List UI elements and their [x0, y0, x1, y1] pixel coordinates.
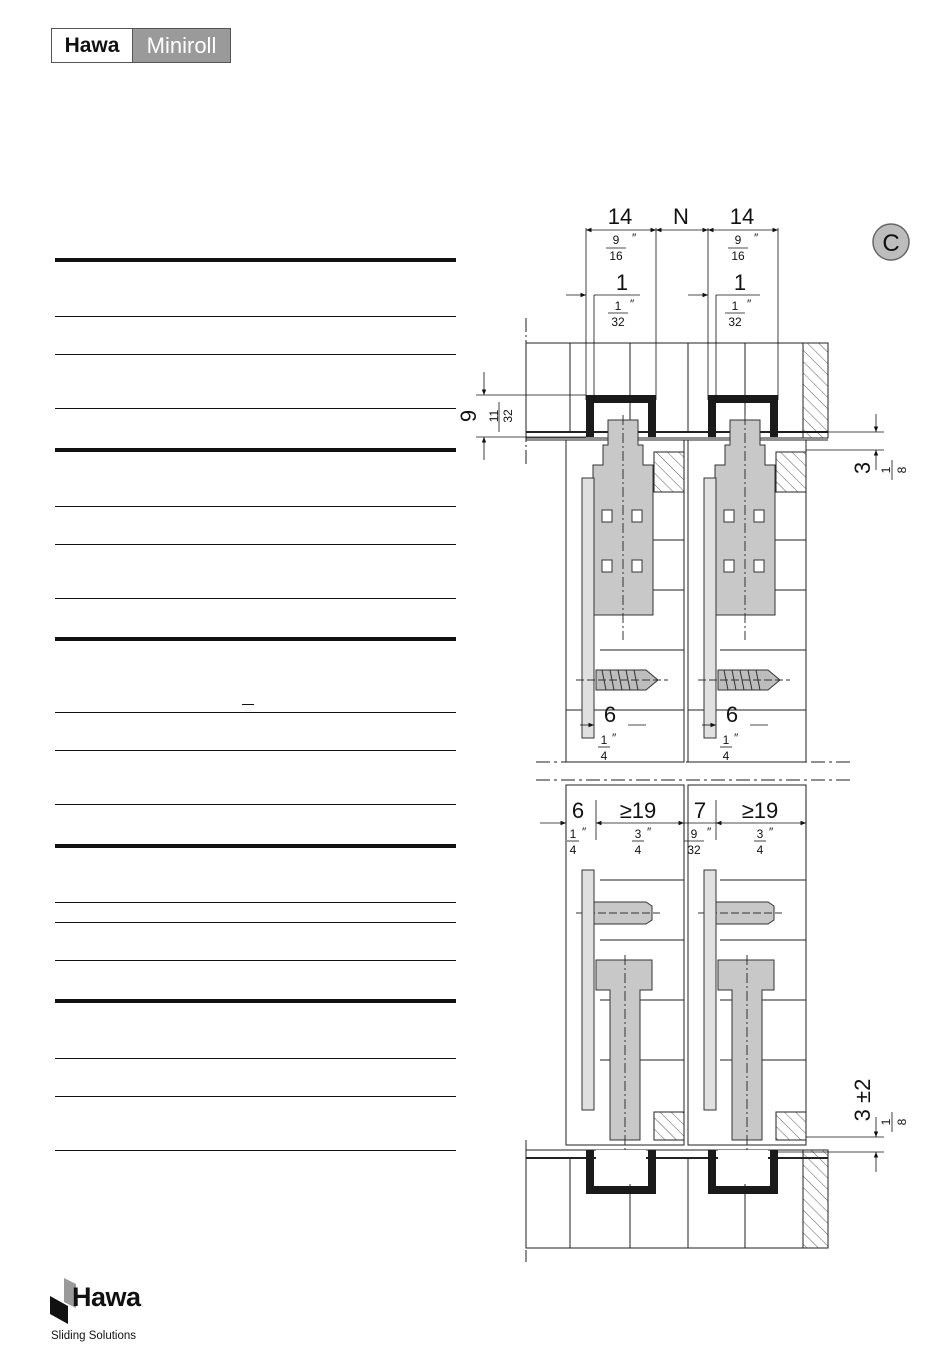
dim-label: 1 [733, 270, 747, 295]
dim-label: 3 [756, 827, 764, 841]
dim-label: ″ [612, 731, 617, 745]
dim-label: ″ [707, 825, 712, 839]
brand-name: Hawa [64, 33, 120, 57]
dim-label: 1 [614, 299, 622, 313]
dim-label: ≥19 [741, 798, 779, 823]
dim-label: 16 [609, 249, 623, 263]
dim-label: 32 [728, 315, 742, 329]
variant-badge [873, 224, 909, 260]
footer-logo [50, 1276, 160, 1346]
dim-label: ″ [630, 297, 635, 311]
dim-label: 1 [731, 299, 739, 313]
dim-label: 7 [693, 798, 707, 823]
dim-label: 1 [879, 466, 893, 474]
dim-label: 9 [612, 233, 620, 247]
dim-label: 9 [456, 409, 481, 423]
dim-label: ″ [647, 825, 652, 839]
dim-label: 9 [690, 827, 698, 841]
dim-label: 4 [600, 749, 608, 763]
dim-label: ″ [769, 825, 774, 839]
dim-label: 14 [607, 204, 633, 229]
dim-label: 32 [501, 409, 515, 423]
dim-label: ″ [747, 297, 752, 311]
top-rail [526, 318, 828, 465]
dim-label: 32 [611, 315, 625, 329]
product-name: Miniroll [132, 29, 230, 62]
bottom-rail [526, 1140, 828, 1262]
dim-label: 4 [722, 749, 730, 763]
dim-label: 8 [895, 466, 909, 474]
dim-label: ″ [754, 231, 759, 245]
dim-label: 1 [722, 733, 730, 747]
footer-brand: Hawa [72, 1282, 141, 1312]
dim-label: 3 [850, 461, 875, 475]
dim-label: 6 [571, 798, 585, 823]
dim-label: 3 [634, 827, 642, 841]
dim-label: ≥19 [619, 798, 657, 823]
dim-label: 4 [569, 843, 577, 857]
dim-label: 6 [725, 702, 739, 727]
dim-label: 6 [603, 702, 617, 727]
dim-label: 4 [634, 843, 642, 857]
dim-label: ″ [582, 825, 587, 839]
dim-label: 1 [600, 733, 608, 747]
dim-label: 9 [734, 233, 742, 247]
dim-label: 1 [615, 270, 629, 295]
dim-label: 8 [895, 1118, 909, 1126]
footer-tagline: Sliding Solutions [51, 1330, 137, 1342]
dim-label: 3 ±2 [850, 1078, 875, 1122]
dim-label: 1 [879, 1118, 893, 1126]
break-line [536, 762, 850, 780]
dim-label: ″ [734, 731, 739, 745]
badge-label: C [882, 230, 900, 257]
dim-label: 11 [487, 409, 501, 423]
dim-label: 16 [731, 249, 745, 263]
dim-label: 1 [569, 827, 577, 841]
dim-label: 4 [756, 843, 764, 857]
dim-label: ″ [632, 231, 637, 245]
dim-label: N [673, 204, 689, 229]
dim-label: 14 [729, 204, 755, 229]
dim-label: 32 [687, 843, 701, 857]
